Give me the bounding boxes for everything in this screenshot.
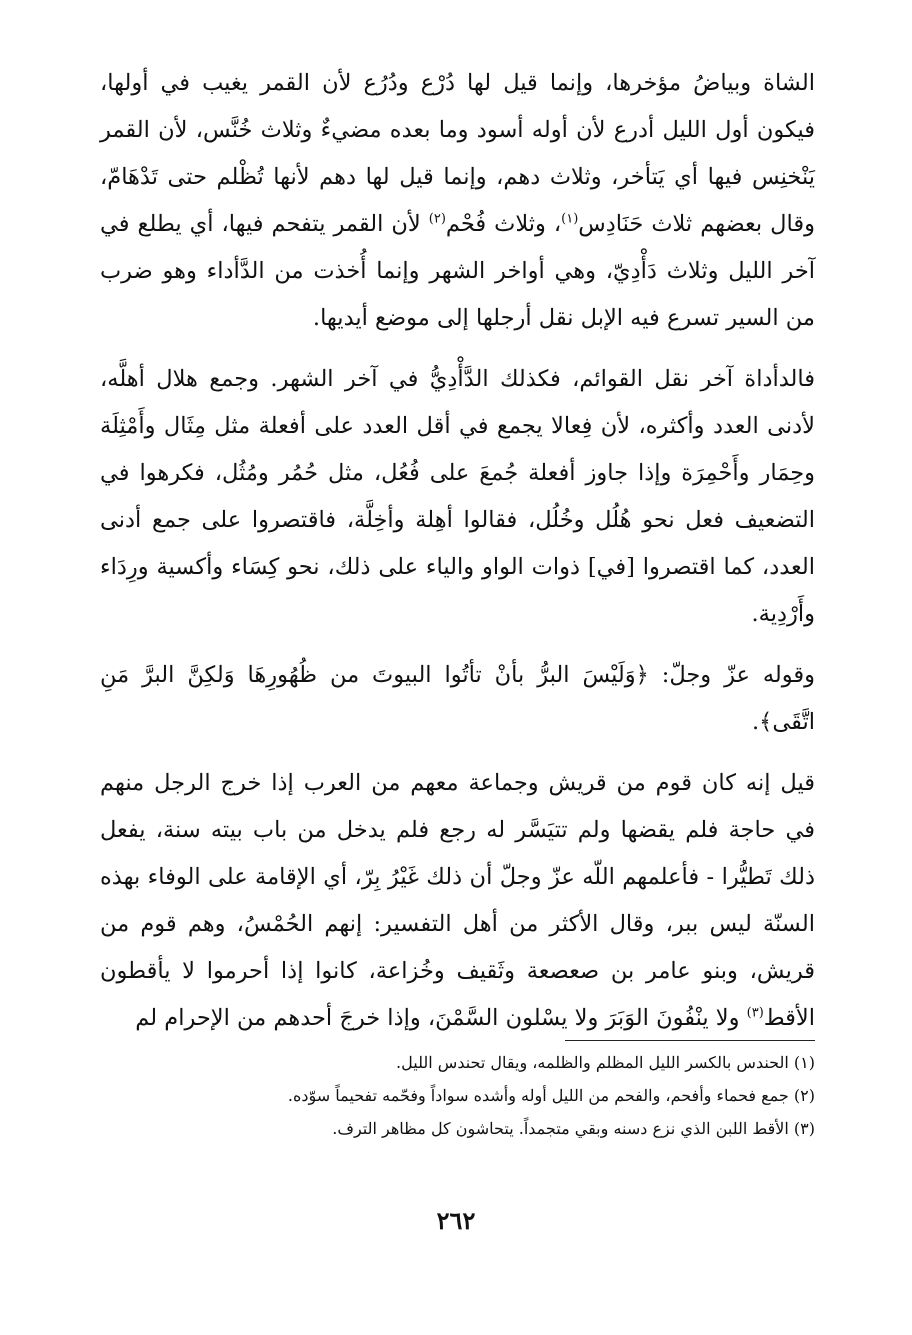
footnote-divider (565, 1040, 815, 1041)
paragraph-4-end: ولا ينْفُونَ الوَبَرَ ولا يسْلون السَّمْنَ، وإذا خرجَ أحدهم من الإحرام لم (135, 1005, 747, 1031)
footnotes (100, 1046, 815, 1145)
footnote-3: (٣) الأقط اللبن الذي نزع دسنه وبقي متجمداً. يتحاشون كل مظاهر الترف. (332, 1119, 815, 1138)
paragraph-1-start: الشاة وبياضُ مؤخرها، وإنما قيل لها دُرْع ودُرُع لأن القمر يغيب في أولها، فيكون أول الليل أدرع لأن أوله أسود وما بعده مضيءٌ وثلاث خُنَّس، لأن القمر يَنْخنِس فيها أي يَتأخر، وثلاث دهم، وإنما قيل لها دهم لأنها تُظْلم حتى تَدْهَامّ، وقال بعضهم ثلاث حَنَادِس (100, 70, 815, 237)
paragraph-1 (100, 60, 815, 342)
footnote-ref-1[interactable]: (١) (561, 211, 579, 227)
paragraph-4-start: قيل إنه كان قوم من قريش وجماعة معهم من العرب إذا خرج الرجل منهم في حاجة فلم يقضها ولم تتيَسَّر له رجع فلم يدخل من باب بيته سنة، يفعل ذلك تَطيُّرا - فأعلمهم اللّه عزّ وجلّ أن ذلك غَيْرُ بِرّ، أي الإقامة على الوفاء بهذه السنّة ليس ببر، وقال الأكثر من أهل التفسير: إنهم الحُمْسُ، وهم قوم من قريش، وبنو عامر بن صعصعة وثَقيف وخُزاعة، كانوا إذا أحرموا لا يأقطون الأقط (100, 770, 815, 1031)
paragraph-1-middle: ، وثلاث فُحْم (445, 211, 562, 237)
main-text (100, 60, 815, 1042)
page-number: ٢٦٢ (436, 1206, 476, 1235)
paragraph-3-quran-verse: وقوله عزّ وجلّ: ﴿وَلَيْسَ البرُّ بأنْ تأتُوا البيوتَ من ظُهُورِهَا وَلكِنَّ البرَّ مَنِ اتَّقَى﴾. (100, 662, 815, 735)
footnote-1: (١) الحندس بالكسر الليل المظلم والظلمه، ويقال تحندس الليل. (396, 1053, 815, 1072)
footnote-ref-2[interactable]: (٢) (428, 211, 446, 227)
paragraph-1-end: لأن القمر يتفحم فيها، أي يطلع في آخر الليل وثلاث دَأْدِيّ، وهي أواخر الشهر وإنما أُخذت من الدَّأداء وهو ضرب من السير تسرع فيه الإبل نقل أرجلها إلى موضع أيديها. (100, 211, 815, 331)
paragraph-4 (100, 760, 815, 1042)
paragraph-2: فالدأداة آخر نقل القوائم، فكذلك الدَّأْدِيُّ في آخر الشهر. وجمع هلال أهلَّه، لأدنى العدد وأكثره، لأن فِعالا يجمع في أقل العدد على أفعلة مثل مِثَال وأَمْثِلَة وحِمَار وأَحْمِرَة وإذا جاوز أفعلة جُمعَ على فُعُل، مثل حُمُر ومُثُل، فكرهوا في التضعيف فعل نحو هُلُل وخُلُل، فقالوا أهِلة وأخِلَّة، فاقتصروا على جمع أدنى العدد، كما اقتصروا [في] ذوات الواو والياء على ذلك، نحو كِسَاء وأكسية ورِدَاء وأَرْدِية. (100, 366, 815, 627)
footnote-2: (٢) جمع فحماء وأفحم، والفحم من الليل أوله وأشده سواداً وفحّمه تفحيماً سوّده. (287, 1086, 815, 1105)
footnote-ref-3[interactable]: (٣) (746, 1005, 764, 1021)
